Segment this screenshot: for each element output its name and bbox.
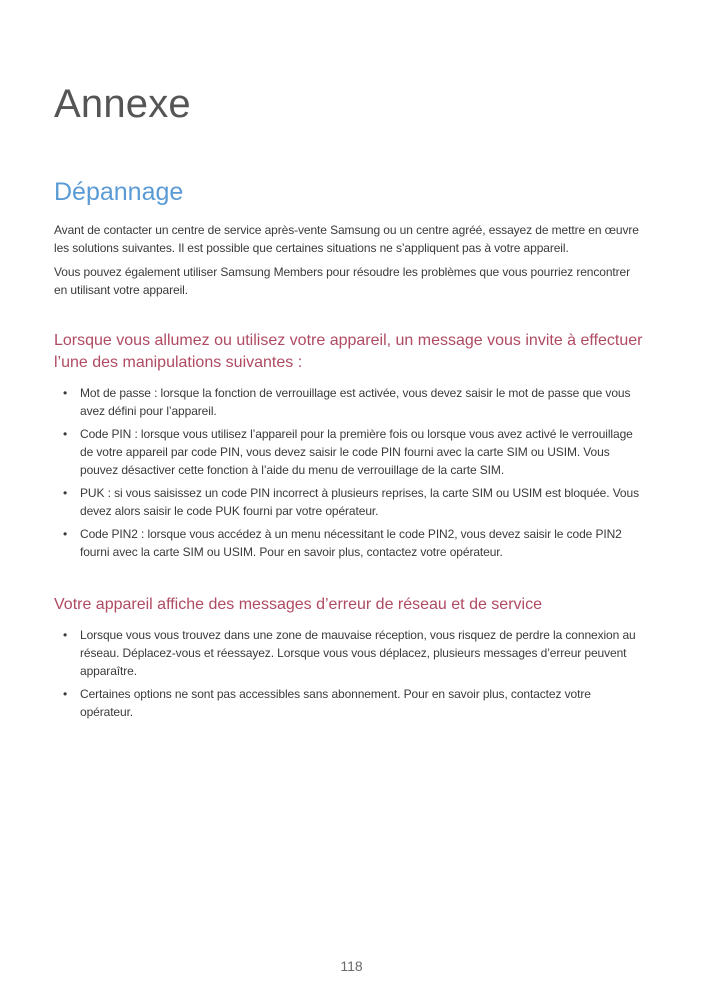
intro-paragraph: Avant de contacter un centre de service après-vente Samsung ou un centre agréé, essayez de mettre en œuvre les solutions suivantes. Il est possible que certaines situations ne s’appliquent pas à votre appareil.	[54, 223, 639, 255]
list-item	[54, 384, 646, 420]
list-item	[54, 685, 646, 721]
bullet-list	[54, 384, 646, 561]
intro-paragraph: Vous pouvez également utiliser Samsung Members pour résoudre les problèmes que vous pourriez rencontrer en utilisant votre appareil.	[54, 265, 631, 297]
bullet-icon: •	[63, 687, 68, 701]
bullet-icon: •	[63, 486, 68, 500]
list-item-text: Certaines options ne sont pas accessibles sans abonnement. Pour en savoir plus, contactez votre opérateur.	[80, 687, 591, 719]
subsection-title: Votre appareil affiche des messages d’erreur de réseau et de service	[54, 596, 542, 613]
bullet-icon: •	[63, 427, 68, 441]
list-item-text: PUK : si vous saisissez un code PIN incorrect à plusieurs reprises, la carte SIM ou USIM est bloquée. Vous devez alors saisir le code PUK fourni par votre opérateur.	[80, 486, 639, 518]
bullet-list	[54, 626, 646, 721]
list-item	[54, 425, 646, 479]
subsection-title: Lorsque vous allumez ou utilisez votre appareil, un message vous invite à effectuer l’une des manipulations suivantes :	[54, 332, 643, 371]
list-item-text: Code PIN : lorsque vous utilisez l’appareil pour la première fois ou lorsque vous avez activé le verrouillage de votre appareil par code PIN, vous devez saisir le code PIN fourni avec la carte SIM ou USIM. Vous pouvez désactiver cette fonction à l’aide du menu de verrouillage de la carte SIM.	[80, 427, 633, 477]
list-item	[54, 525, 646, 561]
list-item-text: Lorsque vous vous trouvez dans une zone de mauvaise réception, vous risquez de perdre la connexion au réseau. Déplacez-vous et réessayez. Lorsque vous vous déplacez, plusieurs messages d’erreur peuvent apparaître.	[80, 628, 636, 678]
bullet-icon: •	[63, 527, 68, 541]
page-number: 118	[340, 958, 363, 974]
list-item-text: Mot de passe : lorsque la fonction de verrouillage est activée, vous devez saisir le mot de passe que vous avez défini pour l’appareil.	[80, 386, 631, 418]
list-item	[54, 484, 646, 520]
chapter-title: Annexe	[54, 82, 191, 126]
subsection-network-errors	[54, 594, 646, 726]
bullet-icon: •	[63, 628, 68, 642]
list-item-text: Code PIN2 : lorsque vous accédez à un menu nécessitant le code PIN2, vous devez saisir le code PIN2 fourni avec la carte SIM ou USIM. Pour en savoir plus, contactez votre opérateur.	[80, 527, 622, 559]
subsection-pin-messages	[54, 330, 646, 566]
list-item	[54, 626, 646, 680]
section-intro	[54, 221, 646, 305]
section-title: Dépannage	[54, 178, 184, 206]
bullet-icon: •	[63, 386, 68, 400]
